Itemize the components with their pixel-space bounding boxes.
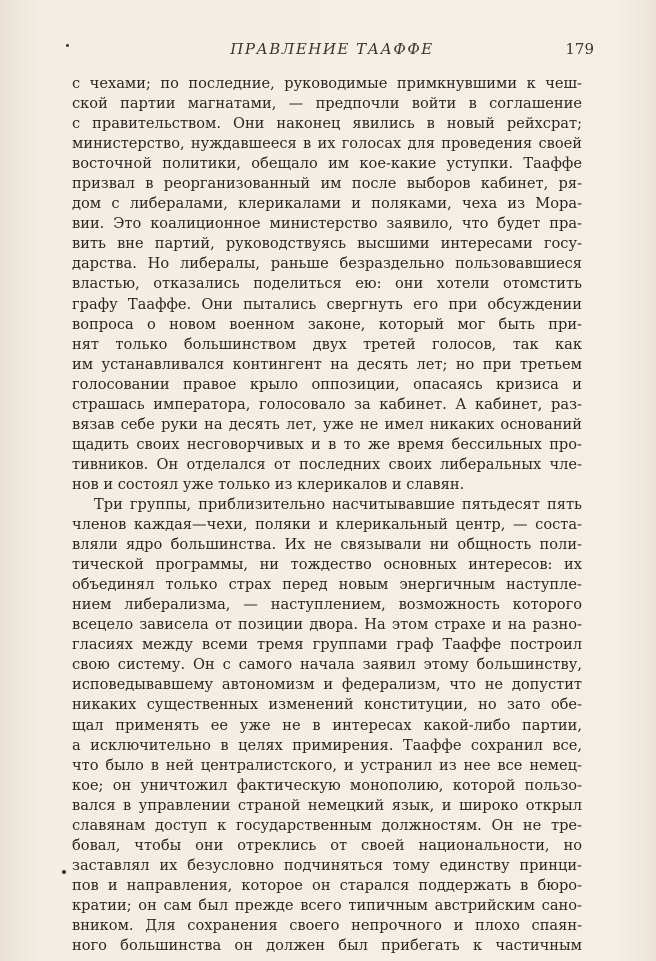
text-line: щадить своих несговорчивых и в то же время бессильных про- [72, 435, 582, 453]
text-line: дом с либералами, клерикалами и поляками, чеха из Мора- [72, 195, 582, 213]
text-line: дарства. Но либералы, раньше безраздельно пользовавшиеся [72, 255, 582, 273]
text-line: нов и состоял уже только из клерикалов и славян. [72, 475, 465, 493]
text-line: вником. Для сохранения своего непрочного и плохо спаян- [72, 916, 582, 934]
text-line: исповедывавшему автономизм и федерализм, что не допустит [72, 676, 582, 694]
text-line: вопроса о новом военном законе, который мог быть при- [72, 315, 582, 333]
ink-speck [62, 870, 66, 874]
text-line: свою систему. Он с самого начала заявил этому большинству, [72, 656, 582, 674]
paragraph [72, 74, 582, 495]
ink-speck [66, 44, 69, 47]
text-line: графу Тааффе. Они пытались свергнуть его при обсуждении [72, 295, 582, 313]
text-line: ного большинства он должен был прибегать к частичным [72, 937, 582, 955]
text-line: министерство, нуждавшееся в их голосах для проведения своей [72, 135, 582, 153]
text-line: тической программы, ни тождество основных интересов: их [72, 556, 582, 574]
text-line: голосовании правое крыло оппозиции, опасаясь кризиса и [72, 375, 582, 393]
running-title: ПРАВЛЕНИЕ ТААФФЕ [230, 40, 434, 58]
text-line: объединял только страх перед новым энергичным наступле- [72, 576, 582, 594]
text-line: вии. Это коалиционное министерство заявило, что будет пра- [72, 215, 582, 233]
body-text [72, 74, 582, 956]
text-line: ской партии магнатами, — предпочли войти в соглашение [72, 95, 582, 113]
text-line: гласиях между всеми тремя группами граф Тааффе построил [72, 636, 582, 654]
page-header [70, 40, 594, 64]
text-line: никаких существенных изменений конституции, но зато обе- [72, 696, 582, 714]
text-line: кратии; он сам был прежде всего типичным австрийским сано- [72, 896, 582, 914]
page-number: 179 [565, 40, 594, 58]
text-line: пов и направления, которое он старался поддержать в бюро- [72, 876, 582, 894]
text-line: вался в управлении страной немецкий язык, и широко открыл [72, 796, 582, 814]
text-line: восточной политики, обещало им кое-какие уступки. Тааффе [72, 155, 582, 173]
text-line: Три группы, приблизительно насчитывавшие пятьдесят пять [94, 495, 582, 513]
text-line: страшась императора, голосовало за кабинет. А кабинет, раз- [72, 395, 582, 413]
text-line: членов каждая—чехи, поляки и клерикальный центр, — соста- [72, 516, 582, 534]
text-line: щал применять ее уже не в интересах какой-либо партии, [72, 716, 582, 734]
text-line: вляли ядро большинства. Их не связывали ни общность поли- [72, 536, 582, 554]
text-line: а исключительно в целях примирения. Тааффе сохранил все, [72, 736, 582, 754]
text-line: нят только большинством двух третей голосов, так как [72, 335, 582, 353]
text-line: вить вне партий, руководствуясь высшими интересами госу- [72, 235, 582, 253]
text-line: вязав себе руки на десять лет, уже не имел никаких оснований [72, 415, 582, 433]
text-line: тивников. Он отделался от последних своих либеральных чле- [72, 455, 582, 473]
text-line: нием либерализма, — наступлением, возможность которого [72, 596, 582, 614]
text-line: заставлял их безусловно подчиняться тому единству принци- [72, 856, 582, 874]
text-line: всецело зависела от позиции двора. На этом страхе и на разно- [72, 616, 582, 634]
text-line: с чехами; по последние, руководимые примкнувшими к чеш- [72, 75, 582, 92]
text-line: призвал в реорганизованный им после выборов кабинет, ря- [72, 175, 582, 193]
text-line: им устанавливался контингент на десять лет; но при третьем [72, 355, 582, 373]
text-line: кое; он уничтожил фактическую монополию, которой пользо- [72, 776, 582, 794]
text-line: бовал, чтобы они отреклись от своей национальности, но [72, 836, 582, 854]
text-line: что было в ней централистского, и устранил из нее все немец- [72, 756, 582, 774]
text-line: с правительством. Они наконец явились в новый рейхсрат; [72, 115, 582, 133]
text-line: властью, отказались поделиться ею: они хотели отомстить [72, 275, 582, 293]
paragraph [72, 495, 582, 956]
text-line: славянам доступ к государственным должностям. Он не тре- [72, 816, 582, 834]
